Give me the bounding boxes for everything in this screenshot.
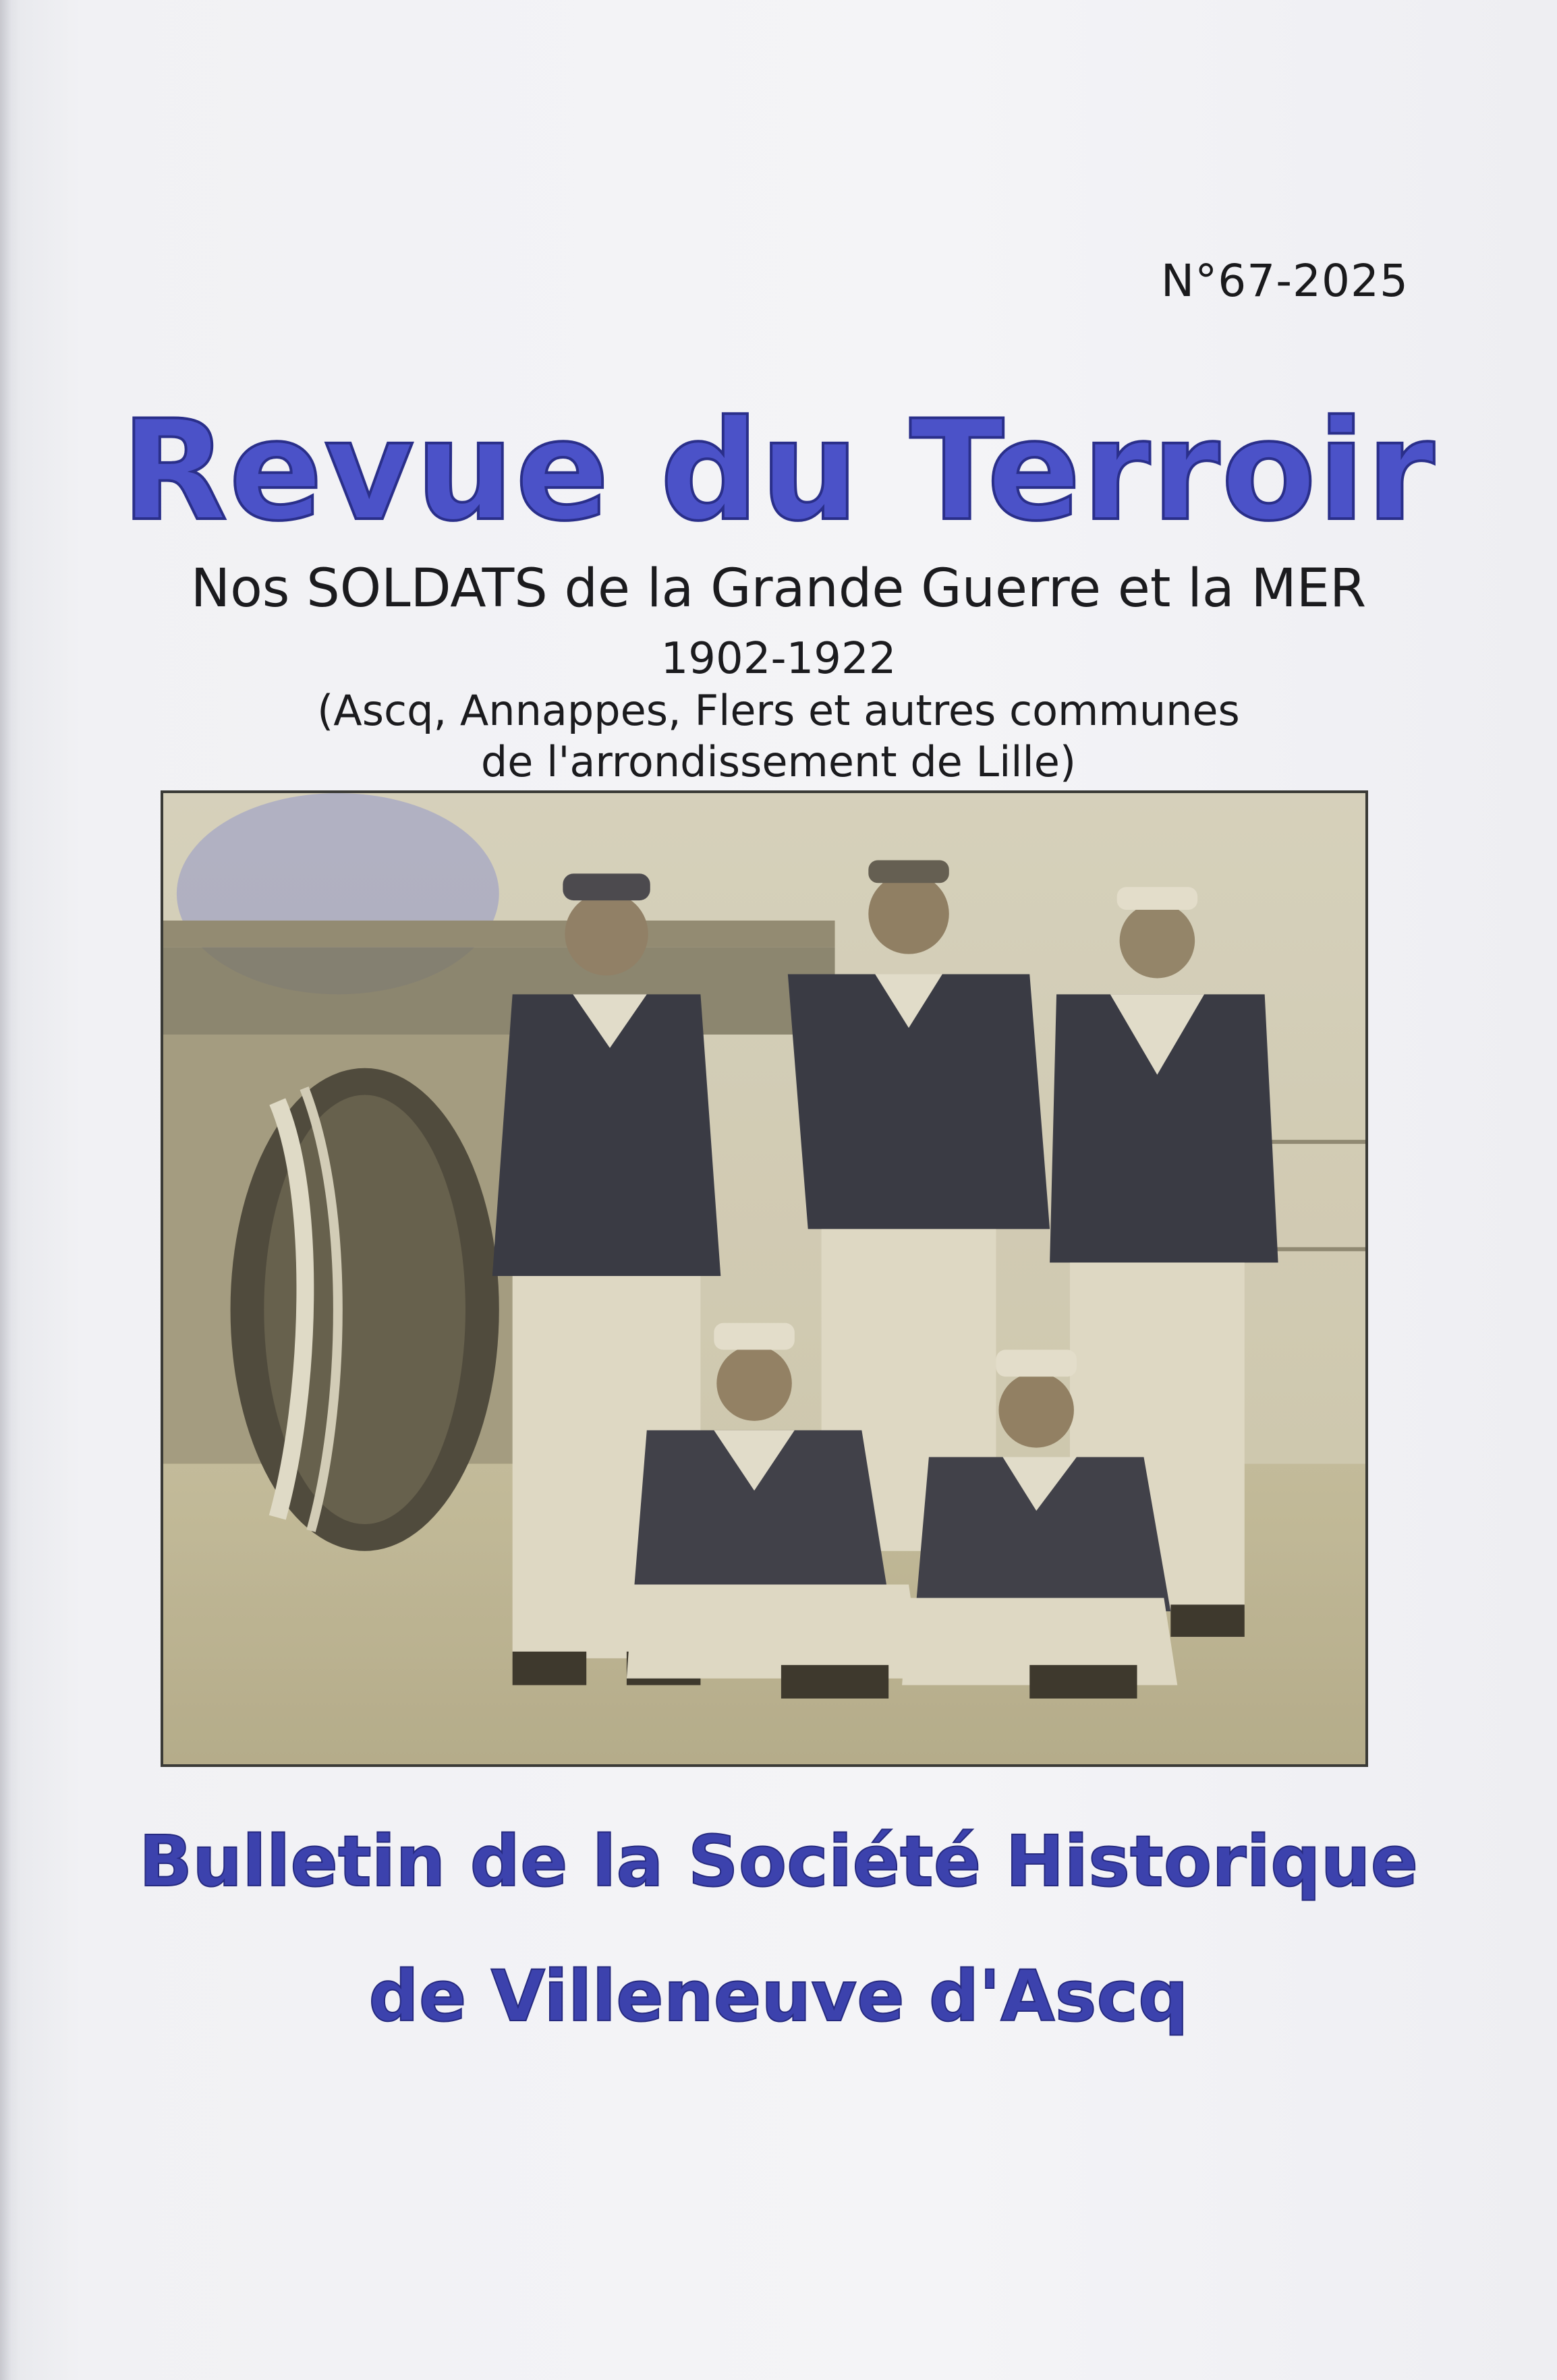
places-line-2: de l'arrondissement de Lille) bbox=[480, 737, 1077, 786]
issue-number: N°67-2025 bbox=[1160, 255, 1409, 307]
places-line-1: (Ascq, Annappes, Flers et autres communes bbox=[317, 686, 1240, 735]
date-range: 1902-1922 bbox=[660, 634, 897, 684]
bulletin-title bbox=[0, 1794, 1557, 2064]
sailors-photograph bbox=[161, 790, 1368, 1767]
places-note bbox=[0, 685, 1557, 788]
sailors-photo-illustration bbox=[163, 793, 1365, 1764]
subtitle: Nos SOLDATS de la Grande Guerre et la MER bbox=[190, 558, 1367, 619]
bulletin-line-2: de Villeneuve d'Ascq bbox=[368, 1955, 1189, 2037]
bulletin-line-1: Bulletin de la Société Historique bbox=[138, 1820, 1419, 1903]
main-title: Revue du Terroir bbox=[121, 391, 1436, 552]
